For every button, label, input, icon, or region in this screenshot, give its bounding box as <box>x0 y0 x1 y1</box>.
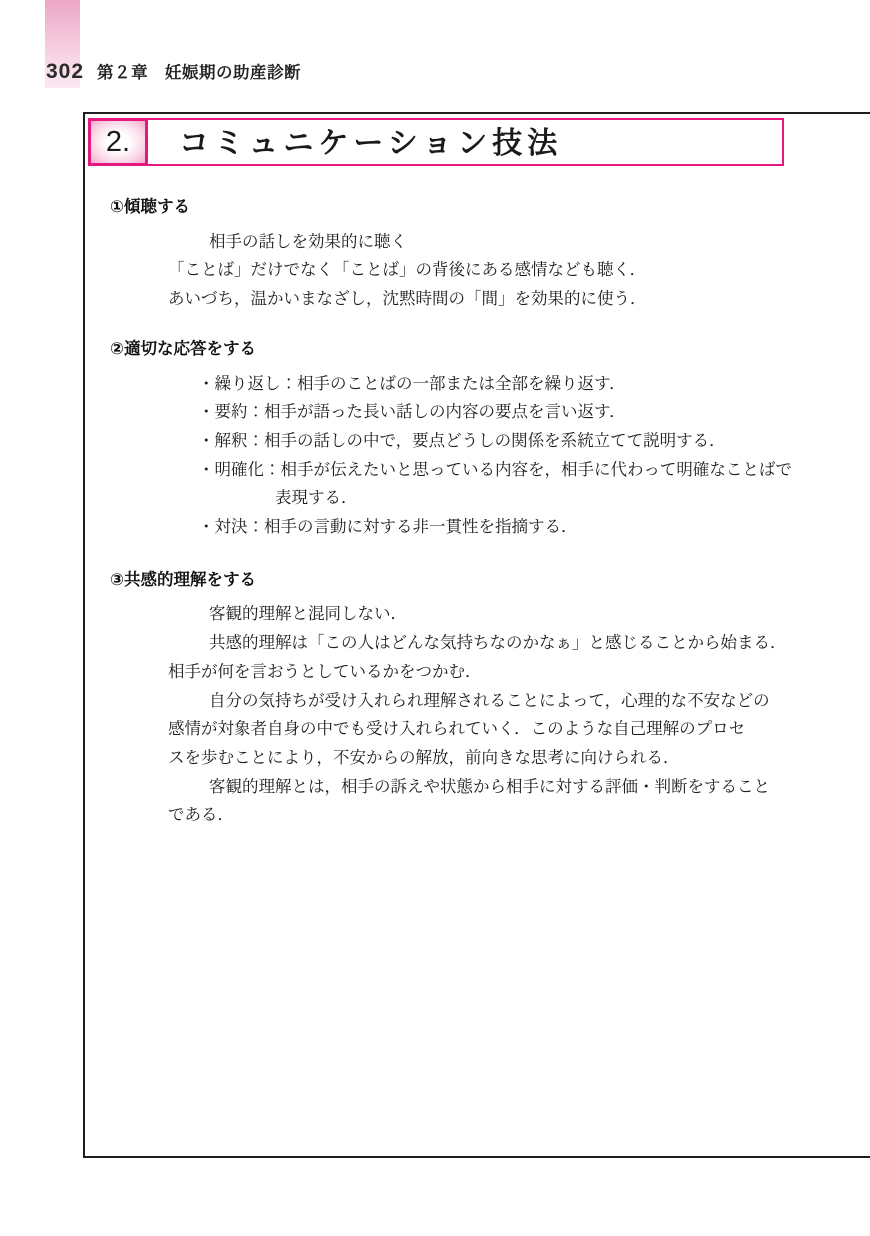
body-content <box>85 166 795 830</box>
page-number: 302 <box>46 60 85 83</box>
text-line: 客観的理解と混同しない． <box>209 604 407 624</box>
section-responding <box>85 335 795 542</box>
section-title: コミュニケーション技法 <box>179 127 563 161</box>
section-title-bar <box>88 118 784 166</box>
subsection-heading: ②適切な応答をする <box>110 339 256 358</box>
content-box <box>83 112 870 1158</box>
text-line: 客観的理解とは，相手の訴えや状態から相手に対する評価・判断をすること <box>209 776 770 796</box>
text-line: 「ことば」だけでなく「ことば」の背後にある感情なども聴く． <box>168 260 647 280</box>
subsection-heading: ③共感的理解をする <box>110 570 256 589</box>
running-head <box>46 59 301 84</box>
text-line: あいづち，温かいまなざし，沈黙時間の「間」を効果的に使う． <box>168 289 647 309</box>
text-line: 相手の話しを効果的に聴く <box>209 231 407 251</box>
bullet-line: ・対決：相手の言動に対する非一貫性を指摘する． <box>198 517 578 537</box>
section-number-box <box>88 118 148 166</box>
text-line: 共感的理解は「この人はどんな気持ちなのかなぁ」と感じることから始まる． <box>209 633 787 653</box>
section-number: 2. <box>105 125 131 158</box>
text-line: スを歩むことにより，不安からの解放，前向きな思考に向けられる． <box>168 747 680 767</box>
section-empathy <box>85 566 795 830</box>
text-line: である． <box>168 805 234 825</box>
chapter-title: 第２章 妊娠期の助産診断 <box>97 64 302 82</box>
text-line: 相手が何を言おうとしているかをつかむ． <box>168 661 482 681</box>
text-line: 自分の気持ちが受け入れられ理解されることによって，心理的な不安などの <box>209 690 770 710</box>
text-line: 感情が対象者自身の中でも受け入れられていく．このような自己理解のプロセ <box>168 719 746 739</box>
bullet-line: ・繰り返し：相手のことばの一部または全部を繰り返す． <box>198 373 626 393</box>
section-listening <box>85 193 795 314</box>
subsection-heading: ①傾聴する <box>110 198 190 216</box>
bullet-line: ・明確化：相手が伝えたいと思っている内容を，相手に代わって明確なことばで <box>198 459 792 479</box>
bullet-line: ・要約：相手が語った長い話しの内容の要点を言い返す． <box>198 402 626 422</box>
bullet-continuation-line: 表現する． <box>275 488 358 508</box>
bullet-line: ・解釈：相手の話しの中で，要点どうしの関係を系統立てて説明する． <box>198 430 726 450</box>
